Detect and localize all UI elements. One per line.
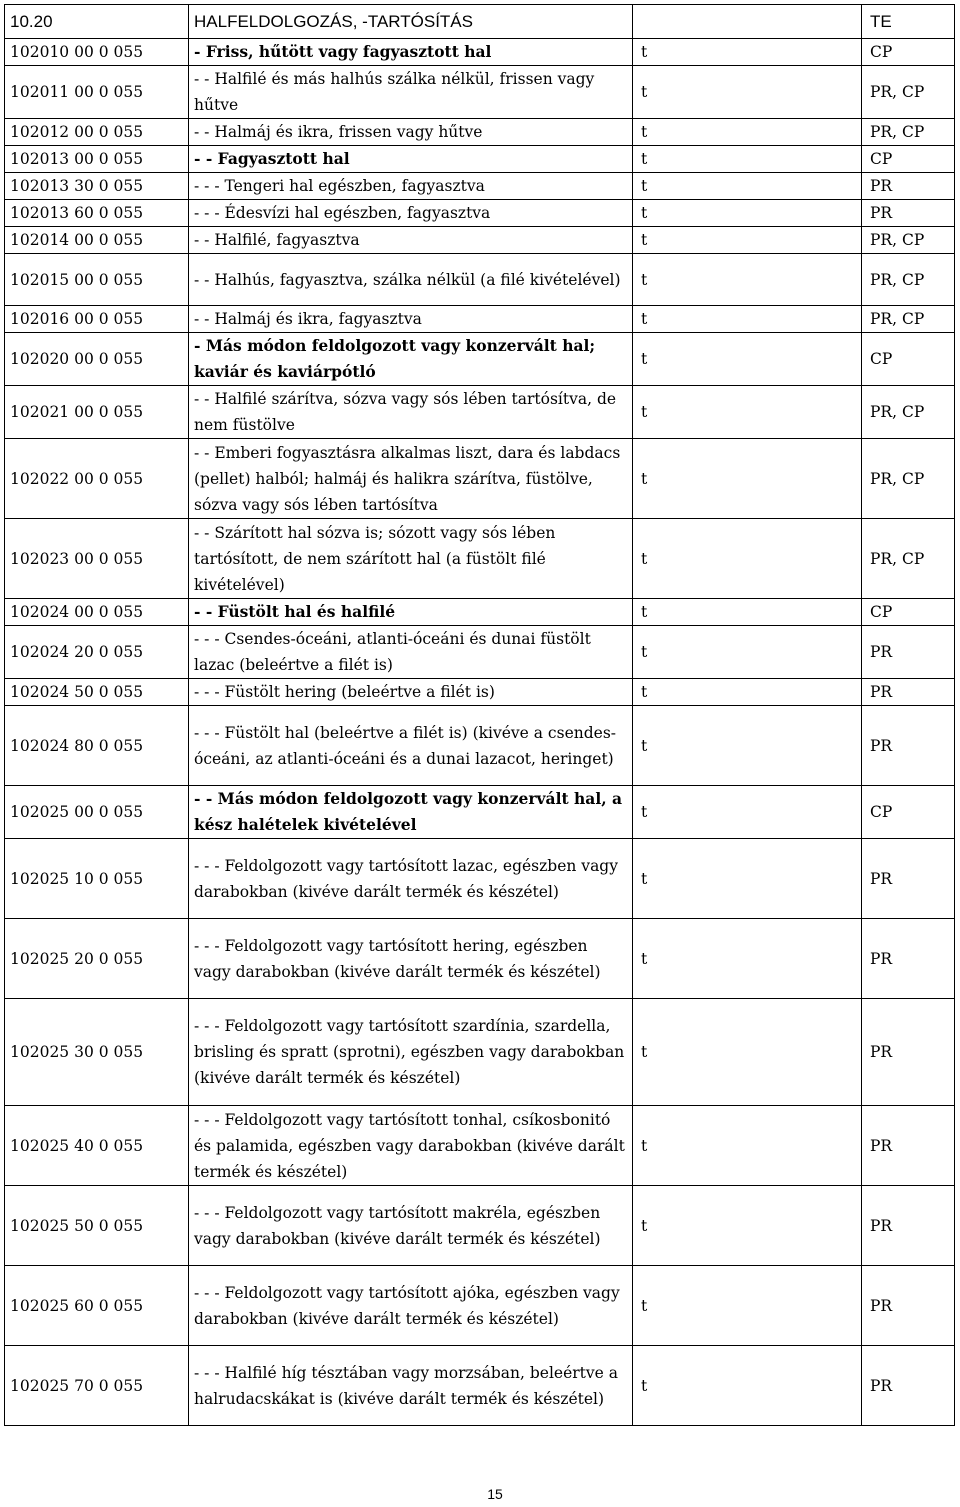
row-description: - - Füstölt hal és halfilé <box>189 599 633 626</box>
row-type: PR <box>862 626 955 679</box>
table-row <box>5 200 955 227</box>
row-code: 102010 00 0 055 <box>5 39 189 66</box>
row-type: PR, CP <box>862 254 955 306</box>
row-unit: t <box>633 66 862 119</box>
row-code: 102025 00 0 055 <box>5 786 189 839</box>
row-description: - - Más módon feldolgozott vagy konzervált hal, a kész halételek kivételével <box>189 786 633 839</box>
row-unit: t <box>633 519 862 599</box>
row-code: 102013 30 0 055 <box>5 173 189 200</box>
row-description: - - - Tengeri hal egészben, fagyasztva <box>189 173 633 200</box>
row-description: - - Szárított hal sózva is; sózott vagy sós lében tartósított, de nem szárított hal (a füstölt filé kivételével) <box>189 519 633 599</box>
row-type: PR <box>862 679 955 706</box>
row-unit: t <box>633 626 862 679</box>
row-code: 102024 50 0 055 <box>5 679 189 706</box>
row-type: PR <box>862 173 955 200</box>
row-description: - - Halfilé, fagyasztva <box>189 227 633 254</box>
row-description: - - Halmáj és ikra, fagyasztva <box>189 306 633 333</box>
table-header-row <box>5 5 955 39</box>
row-description: - - Halhús, fagyasztva, szálka nélkül (a filé kivételével) <box>189 254 633 306</box>
row-unit: t <box>633 227 862 254</box>
row-code: 102024 20 0 055 <box>5 626 189 679</box>
table-row <box>5 439 955 519</box>
row-type: PR <box>862 919 955 999</box>
row-type: PR, CP <box>862 306 955 333</box>
row-code: 102013 60 0 055 <box>5 200 189 227</box>
row-type: PR, CP <box>862 66 955 119</box>
row-type: CP <box>862 786 955 839</box>
row-description: - - Fagyasztott hal <box>189 146 633 173</box>
row-type: PR, CP <box>862 227 955 254</box>
row-description: - - - Füstölt hal (beleértve a filét is) (kivéve a csendes-óceáni, az atlanti-óceáni és a dunai lazacot, heringet) <box>189 706 633 786</box>
row-type: PR, CP <box>862 119 955 146</box>
row-type: PR <box>862 1266 955 1346</box>
row-code: 102024 00 0 055 <box>5 599 189 626</box>
row-type: PR <box>862 200 955 227</box>
table-row <box>5 66 955 119</box>
row-description: - - - Édesvízi hal egészben, fagyasztva <box>189 200 633 227</box>
row-description: - - - Feldolgozott vagy tartósított szardínia, szardella, brisling és spratt (sprotni), egészben vagy darabokban (kivéve darált termék és készétel) <box>189 999 633 1106</box>
row-description: - - - Füstölt hering (beleértve a filét is) <box>189 679 633 706</box>
table-row <box>5 1186 955 1266</box>
section-title: HALFELDOLGOZÁS, -TARTÓSÍTÁS <box>189 5 633 39</box>
row-type: CP <box>862 333 955 386</box>
table-row <box>5 679 955 706</box>
row-code: 102013 00 0 055 <box>5 146 189 173</box>
row-unit: t <box>633 119 862 146</box>
row-code: 102025 50 0 055 <box>5 1186 189 1266</box>
row-unit: t <box>633 999 862 1106</box>
row-unit: t <box>633 679 862 706</box>
row-code: 102014 00 0 055 <box>5 227 189 254</box>
row-description: - Más módon feldolgozott vagy konzervált hal; kaviár és kaviárpótló <box>189 333 633 386</box>
product-code-table <box>4 4 955 1426</box>
row-code: 102023 00 0 055 <box>5 519 189 599</box>
row-code: 102012 00 0 055 <box>5 119 189 146</box>
row-unit: t <box>633 146 862 173</box>
row-unit: t <box>633 919 862 999</box>
row-unit: t <box>633 254 862 306</box>
table-row <box>5 1346 955 1426</box>
row-type: PR, CP <box>862 519 955 599</box>
row-type: CP <box>862 599 955 626</box>
table-row <box>5 39 955 66</box>
table-row <box>5 306 955 333</box>
row-code: 102022 00 0 055 <box>5 439 189 519</box>
row-type: PR <box>862 999 955 1106</box>
row-type: PR <box>862 1346 955 1426</box>
row-code: 102015 00 0 055 <box>5 254 189 306</box>
row-unit: t <box>633 786 862 839</box>
row-code: 102025 30 0 055 <box>5 999 189 1106</box>
row-type: CP <box>862 39 955 66</box>
table-row <box>5 1106 955 1186</box>
row-type: PR, CP <box>862 386 955 439</box>
table-row <box>5 786 955 839</box>
row-code: 102025 70 0 055 <box>5 1346 189 1426</box>
row-description: - - Emberi fogyasztásra alkalmas liszt, dara és labdacs (pellet) halból; halmáj és halikra szárítva, füstölve, sózva vagy sós lében tartósítva <box>189 439 633 519</box>
row-type: PR <box>862 1106 955 1186</box>
row-code: 102011 00 0 055 <box>5 66 189 119</box>
row-unit: t <box>633 173 862 200</box>
table-row <box>5 173 955 200</box>
row-unit: t <box>633 386 862 439</box>
row-description: - - Halmáj és ikra, frissen vagy hűtve <box>189 119 633 146</box>
table-row <box>5 254 955 306</box>
table-row <box>5 119 955 146</box>
row-code: 102025 10 0 055 <box>5 839 189 919</box>
row-type: PR <box>862 839 955 919</box>
row-unit: t <box>633 200 862 227</box>
row-unit: t <box>633 439 862 519</box>
row-code: 102024 80 0 055 <box>5 706 189 786</box>
row-code: 102020 00 0 055 <box>5 333 189 386</box>
row-unit: t <box>633 706 862 786</box>
row-description: - - - Feldolgozott vagy tartósított hering, egészben vagy darabokban (kivéve darált termék és készétel) <box>189 919 633 999</box>
row-description: - - - Feldolgozott vagy tartósított lazac, egészben vagy darabokban (kivéve darált termék és készétel) <box>189 839 633 919</box>
section-type: TE <box>862 5 955 39</box>
row-description: - - Halfilé szárítva, sózva vagy sós lében tartósítva, de nem füstölve <box>189 386 633 439</box>
row-description: - - - Feldolgozott vagy tartósított makréla, egészben vagy darabokban (kivéve darált termék és készétel) <box>189 1186 633 1266</box>
row-type: PR <box>862 706 955 786</box>
row-unit: t <box>633 599 862 626</box>
row-unit: t <box>633 1266 862 1346</box>
page-number: 15 <box>487 1486 503 1502</box>
row-description: - - Halfilé és más halhús szálka nélkül, frissen vagy hűtve <box>189 66 633 119</box>
row-description: - - - Feldolgozott vagy tartósított tonhal, csíkosbonitó és palamida, egészben vagy darabokban (kivéve darált termék és készétel) <box>189 1106 633 1186</box>
section-unit <box>633 5 862 39</box>
row-description: - - - Feldolgozott vagy tartósított ajóka, egészben vagy darabokban (kivéve darált termék és készétel) <box>189 1266 633 1346</box>
table-row <box>5 146 955 173</box>
row-type: PR, CP <box>862 439 955 519</box>
table-row <box>5 706 955 786</box>
row-unit: t <box>633 306 862 333</box>
table-row <box>5 599 955 626</box>
row-code: 102025 60 0 055 <box>5 1266 189 1346</box>
table-row <box>5 626 955 679</box>
row-type: PR <box>862 1186 955 1266</box>
table-row <box>5 1266 955 1346</box>
row-code: 102025 20 0 055 <box>5 919 189 999</box>
row-unit: t <box>633 1106 862 1186</box>
table-row <box>5 519 955 599</box>
row-code: 102021 00 0 055 <box>5 386 189 439</box>
row-unit: t <box>633 1346 862 1426</box>
row-unit: t <box>633 839 862 919</box>
row-unit: t <box>633 333 862 386</box>
row-unit: t <box>633 1186 862 1266</box>
section-code: 10.20 <box>5 5 189 39</box>
row-code: 102025 40 0 055 <box>5 1106 189 1186</box>
row-description: - Friss, hűtött vagy fagyasztott hal <box>189 39 633 66</box>
row-unit: t <box>633 39 862 66</box>
row-type: CP <box>862 146 955 173</box>
table-row <box>5 227 955 254</box>
table-row <box>5 333 955 386</box>
table-row <box>5 999 955 1106</box>
table-row <box>5 839 955 919</box>
row-description: - - - Halfilé híg tésztában vagy morzsában, beleértve a halrudacskákat is (kivéve darált termék és készétel) <box>189 1346 633 1426</box>
table-row <box>5 386 955 439</box>
row-description: - - - Csendes-óceáni, atlanti-óceáni és dunai füstölt lazac (beleértve a filét is) <box>189 626 633 679</box>
row-code: 102016 00 0 055 <box>5 306 189 333</box>
table-row <box>5 919 955 999</box>
